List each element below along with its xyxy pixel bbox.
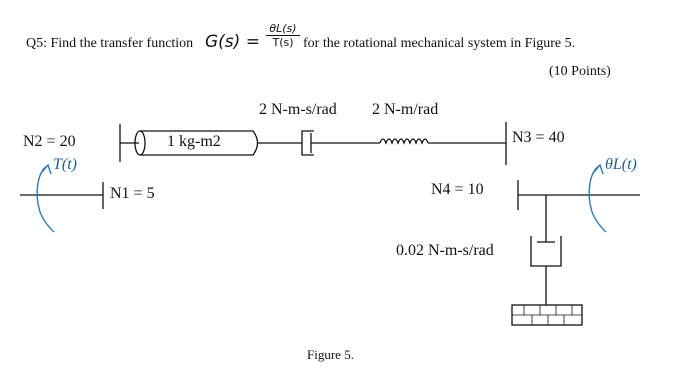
question-suffix: for the rotational mechanical system in Figure 5. [303, 36, 576, 51]
transfer-function-symbol: G(s) = [205, 32, 260, 52]
gear-n2-label: N2 = 20 [23, 133, 76, 150]
gear-n1-label: N1 = 5 [110, 185, 155, 202]
theta-arrow-icon [589, 165, 606, 232]
spring-coil [380, 139, 428, 143]
damper-bottom-label: 0.02 N-m-s/rad [396, 242, 494, 259]
spring-label: 2 N-m/rad [372, 101, 439, 118]
points-label: (10 Points) [549, 64, 611, 79]
question-prefix: Q5: Find the transfer function [26, 36, 194, 51]
damper-top-label: 2 N-m-s/rad [259, 101, 337, 118]
theta-label: θL(t) [605, 156, 637, 173]
fraction-numerator: θL(s) [266, 22, 300, 36]
torque-label: T(t) [53, 156, 77, 173]
torque-arrow-icon [37, 165, 54, 232]
figure-caption: Figure 5. [307, 347, 354, 362]
gear-n4-label: N4 = 10 [431, 181, 484, 198]
gear-n3-label: N3 = 40 [512, 129, 565, 146]
fraction-denominator: T(s) [272, 36, 294, 49]
inertia-label: 1 kg-m2 [167, 133, 221, 150]
